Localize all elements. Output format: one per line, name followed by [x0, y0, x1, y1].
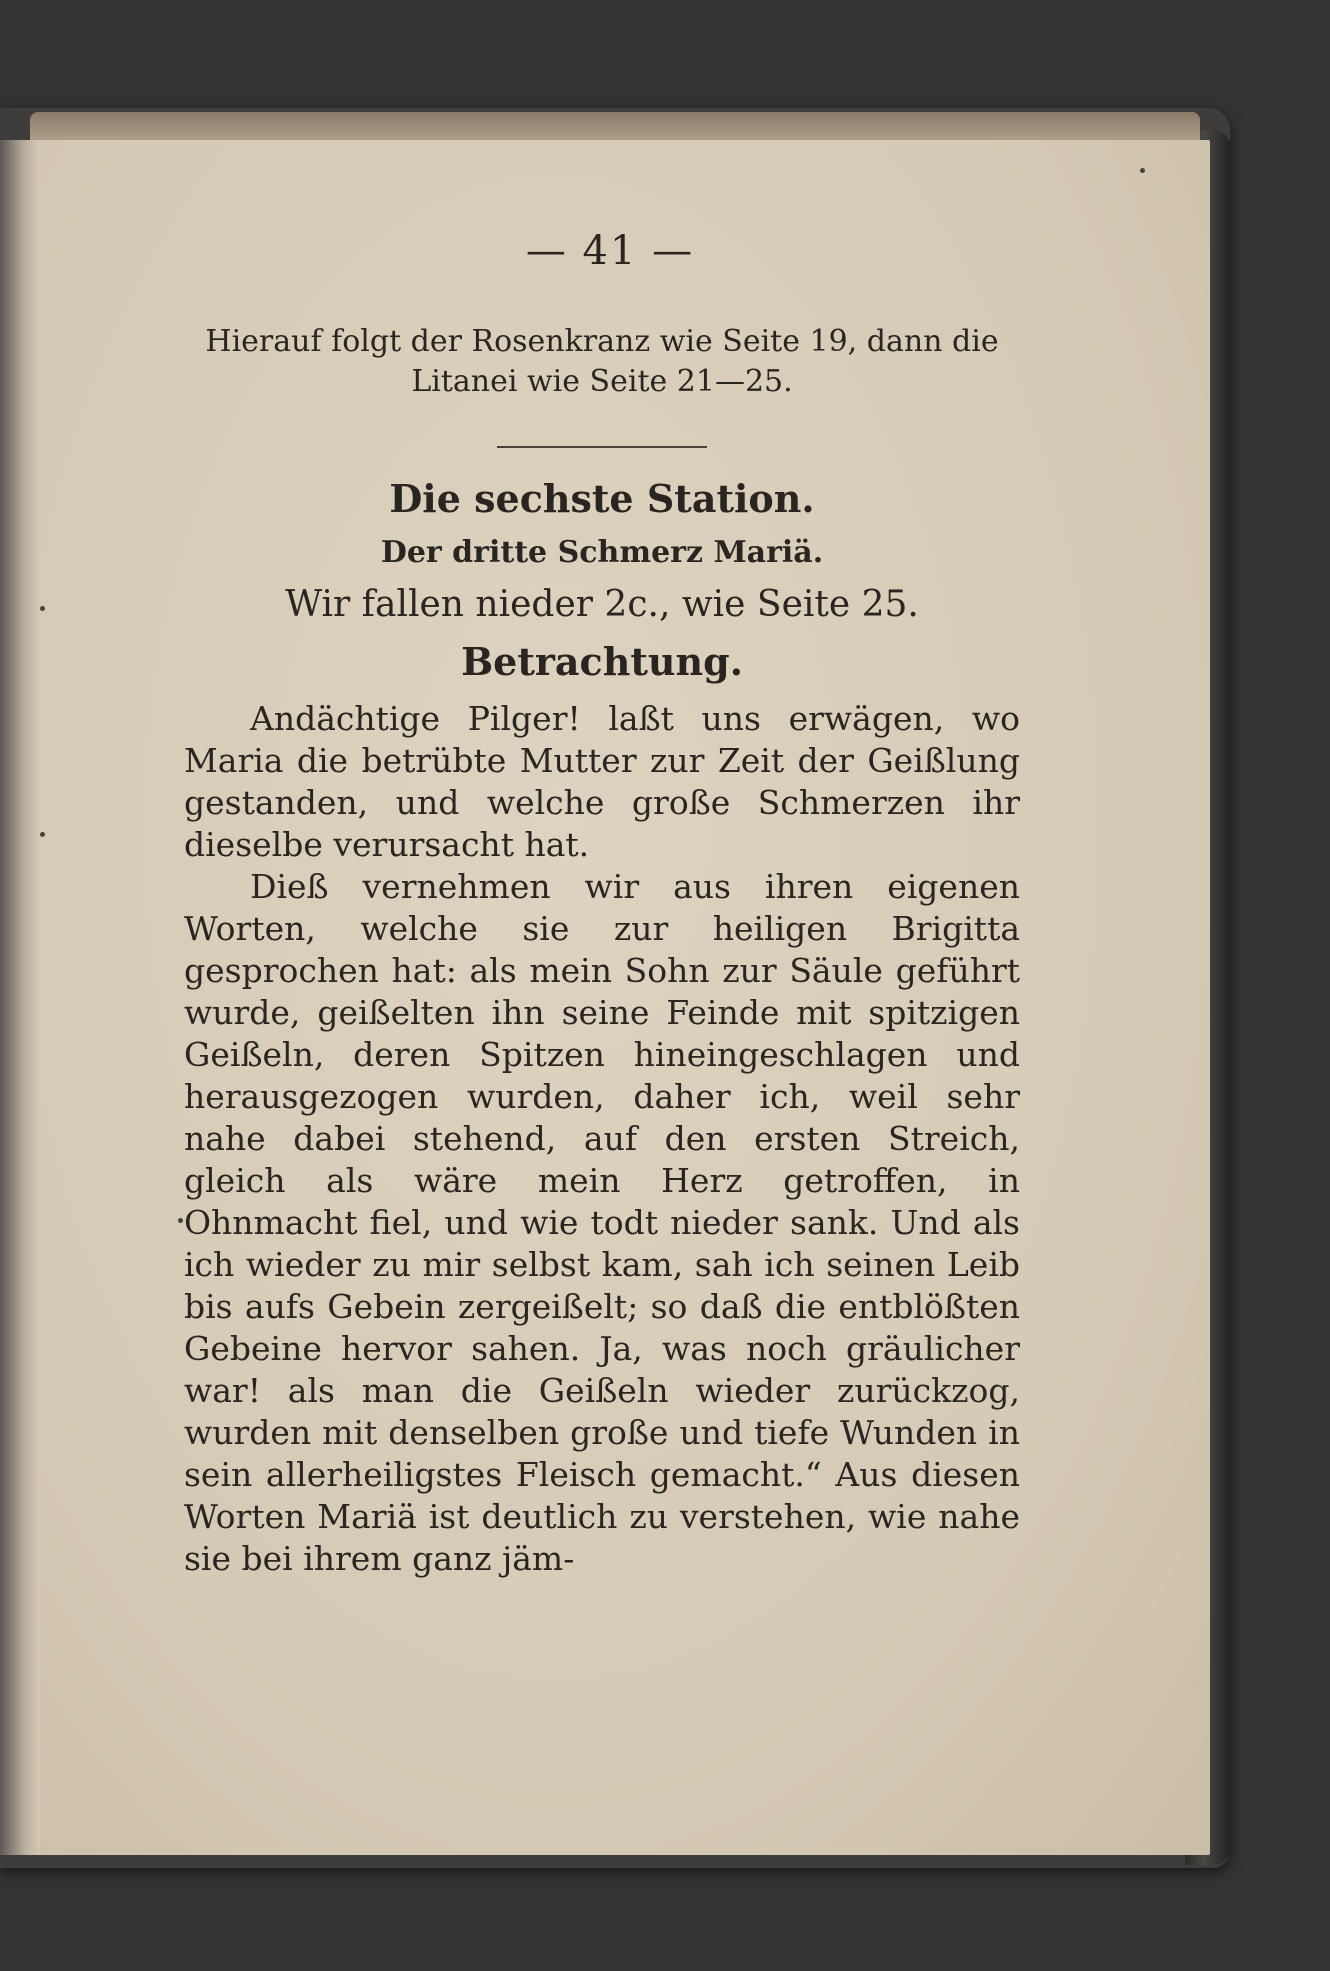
kneel-instruction: Wir fallen nieder 2c., wie Seite 25. — [285, 584, 919, 625]
section-divider — [497, 446, 707, 448]
paper-speck — [178, 1218, 183, 1223]
meditation-heading: Betrachtung. — [461, 639, 743, 684]
page-gutter — [0, 140, 40, 1855]
page-number: — 41 — — [525, 228, 695, 274]
station-subtitle: Der dritte Schmerz Mariä. — [380, 535, 824, 570]
paper-speck — [40, 606, 45, 611]
station-title: Die sechste Station. — [389, 476, 815, 521]
paper-speck — [1140, 168, 1145, 173]
body-paragraph: Dieß vernehmen wir aus ihren eigenen Worten, welche sie zur heiligen Brigitta gesprochen hat: als mein Sohn zur Säule geführt wurde, geißelten ihn seine Feinde mit spitzigen Geißeln, deren Spitzen hineingeschlagen und herausgezogen wurden, daher ich, weil sehr nahe dabei stehend, auf den ersten Streich, gleich als wäre mein Herz getroffen, in Ohnmacht fiel, und wie todt nieder sank. Und als ich wieder zu mir selbst kam, sah ich seinen Leib bis aufs Gebein zergeißelt; so daß die entblößten Gebeine hervor sahen. Ja, was noch gräulicher war! als man die Geißeln wieder zurückzog, wurden mit denselben große und tiefe Wunden in sein allerheiligstes Fleisch gemacht.“ Aus diesen Worten Mariä ist deutlich zu verstehen, wie nahe sie bei ihrem ganz jäm- — [184, 867, 1020, 1578]
paper-speck — [40, 832, 45, 837]
body-paragraph: Andächtige Pilger! laßt uns erwägen, wo Maria die betrübte Mutter zur Zeit der Geißlung gestanden, und welche große Schmerzen ihr dieselbe verursacht hat. — [184, 699, 1020, 864]
intro-instruction: Hierauf folgt der Rosenkranz wie Seite 19, dann die Litanei wie Seite 21—25. — [205, 324, 999, 399]
page-text-block — [184, 228, 1020, 1580]
